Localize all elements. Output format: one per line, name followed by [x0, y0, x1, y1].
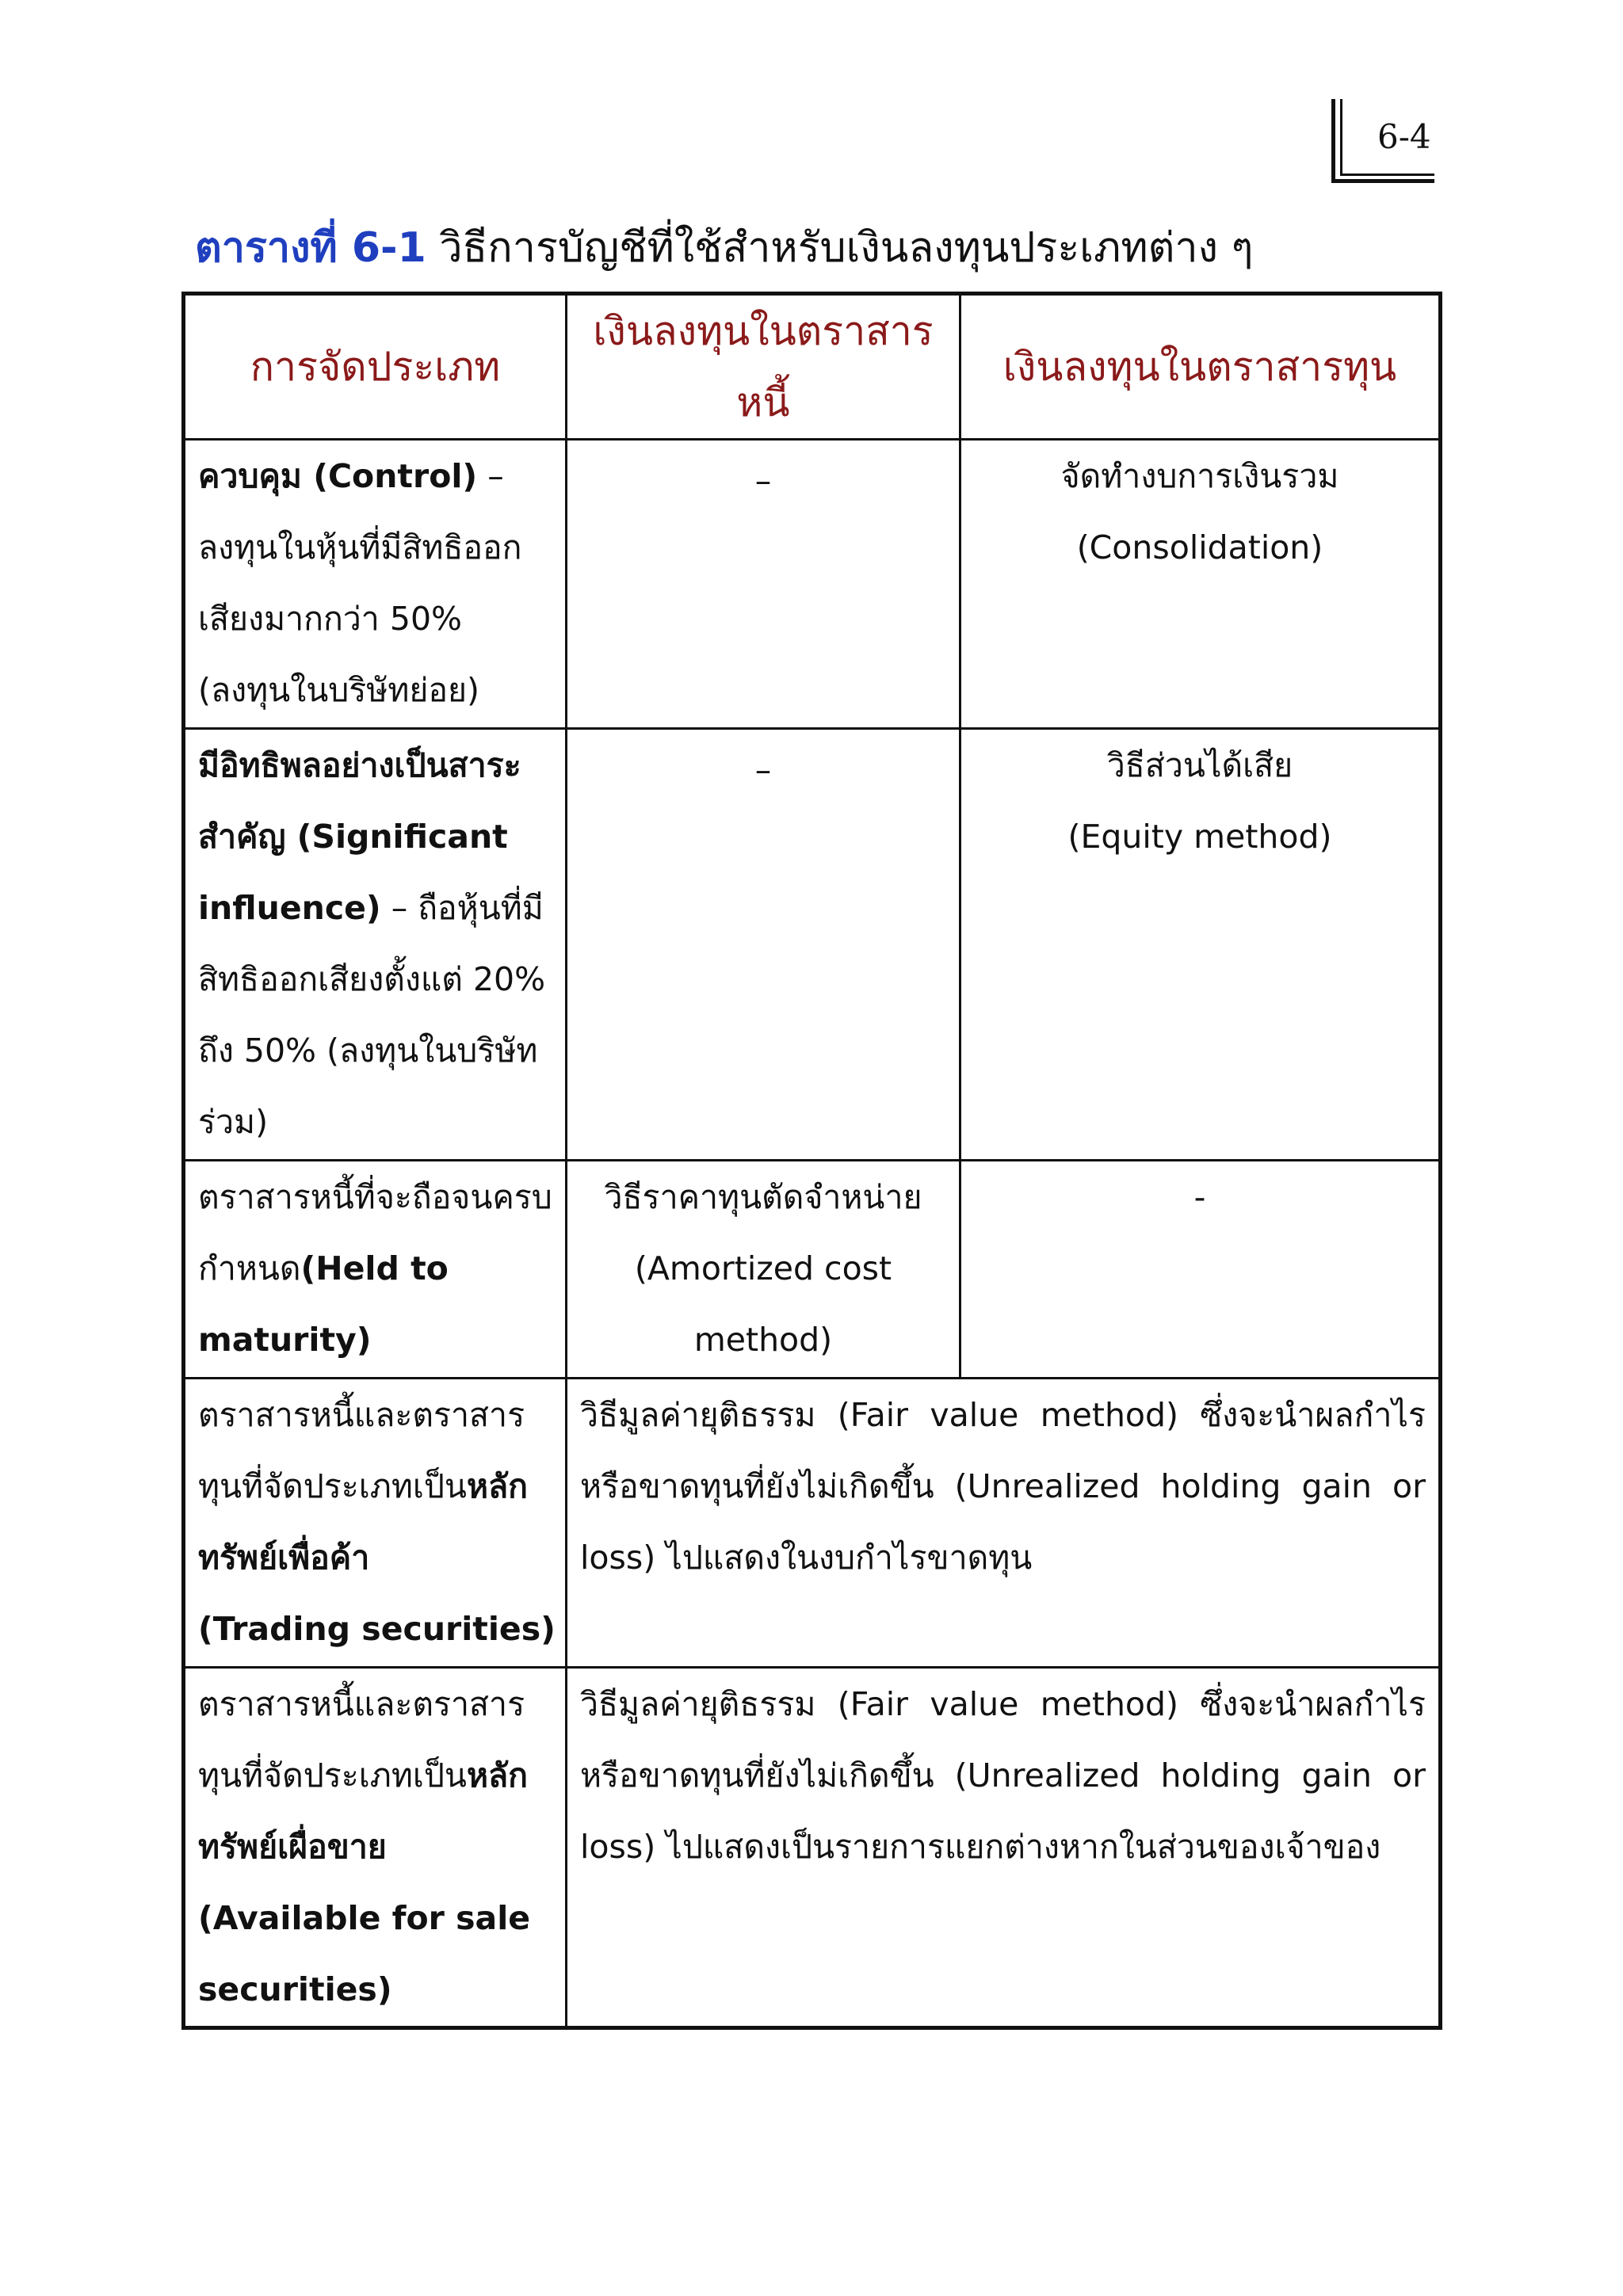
classification-bold: (Held to maturity): [198, 1249, 449, 1359]
frame-line: [1331, 179, 1434, 183]
classification-text: – ลงทุนในหุ้นที่มีสิทธิออกเสียงมากกว่า 50% (ลงทุนในบริษัทย่อย): [198, 457, 522, 709]
header-row: [184, 294, 1441, 440]
accounting-methods-table: [181, 292, 1442, 2030]
classification-cell: [184, 1668, 567, 2028]
table-row: [184, 440, 1441, 729]
caption-label: ตารางที่ 6-1: [195, 224, 426, 272]
header-classification: การจัดประเภท: [184, 294, 567, 440]
method-cell: วิธีมูลค่ายุติธรรม (Fair value method) ซึ่งจะนำผลกำไรหรือขาดทุนที่ยังไม่เกิดขึ้น (Unrealized holding gain or loss) ไปแสดงเป็นรายการแยกต่างหากในส่วนของเจ้าของ: [567, 1668, 1441, 2028]
equity-cell: [960, 440, 1441, 729]
classification-text: ตราสารหนี้และตราสารทุนที่จัดประเภทเป็น: [198, 1396, 525, 1505]
table-row: [184, 1161, 1441, 1379]
frame-line: [1331, 99, 1335, 181]
equity-value: จัดทำงบการเงินรวม: [1060, 457, 1339, 495]
equity-value-en: (Consolidation): [1076, 528, 1323, 566]
debt-value: –: [754, 751, 772, 789]
equity-cell: [960, 1161, 1441, 1379]
classification-cell: [184, 1161, 567, 1379]
method-cell: วิธีมูลค่ายุติธรรม (Fair value method) ซึ่งจะนำผลกำไรหรือขาดทุนที่ยังไม่เกิดขึ้น (Unrealized holding gain or loss) ไปแสดงในงบกำไรขาดทุน: [567, 1379, 1441, 1668]
frame-line: [1340, 99, 1342, 175]
classification-bold: มีอิทธิพลอย่างเป็นสาระสำคัญ (Significant influence): [198, 746, 521, 927]
debt-value-en: (Amortized cost method): [634, 1249, 892, 1359]
classification-cell: [184, 729, 567, 1161]
frame-line: [1340, 174, 1434, 176]
header-debt: เงินลงทุนในตราสารหนี้: [567, 294, 960, 440]
header-equity: เงินลงทุนในตราสารทุน: [960, 294, 1441, 440]
equity-value: -: [1193, 1178, 1206, 1216]
debt-cell: [567, 1161, 960, 1379]
classification-cell: [184, 1379, 567, 1668]
classification-text: ตราสารหนี้ที่จะถือจนครบกำหนด: [198, 1178, 552, 1287]
equity-cell: [960, 729, 1441, 1161]
debt-value: วิธีราคาทุนตัดจำหน่าย: [604, 1178, 922, 1216]
table-row: [184, 1668, 1441, 2028]
equity-value: วิธีส่วนได้เสีย: [1106, 746, 1293, 784]
classification-cell: [184, 440, 567, 729]
debt-cell: [567, 440, 960, 729]
equity-value-en: (Equity method): [1067, 818, 1332, 856]
classification-bold: ควบคุม (Control): [198, 457, 478, 495]
page-number: 6-4: [1377, 117, 1431, 156]
table-row: [184, 729, 1441, 1161]
classification-bold-en: (Trading securities): [198, 1610, 556, 1648]
table-caption: [195, 214, 1253, 280]
caption-title: วิธีการบัญชีที่ใช้สำหรับเงินลงทุนประเภทต่าง ๆ: [439, 224, 1254, 272]
classification-bold: หลักทรัพย์เพื่อค้า: [198, 1467, 528, 1577]
debt-value: –: [754, 462, 772, 500]
table-row: [184, 1379, 1441, 1668]
classification-bold-en: (Available for sale securities): [198, 1899, 531, 2008]
classification-text: – ถือหุ้นที่มีสิทธิออกเสียงตั้งแต่ 20% ถึง 50% (ลงทุนในบริษัทร่วม): [198, 889, 546, 1141]
classification-text: ตราสารหนี้และตราสารทุนที่จัดประเภทเป็น: [198, 1685, 525, 1794]
debt-cell: [567, 729, 960, 1161]
classification-bold: หลักทรัพย์เผื่อขาย: [198, 1756, 528, 1866]
